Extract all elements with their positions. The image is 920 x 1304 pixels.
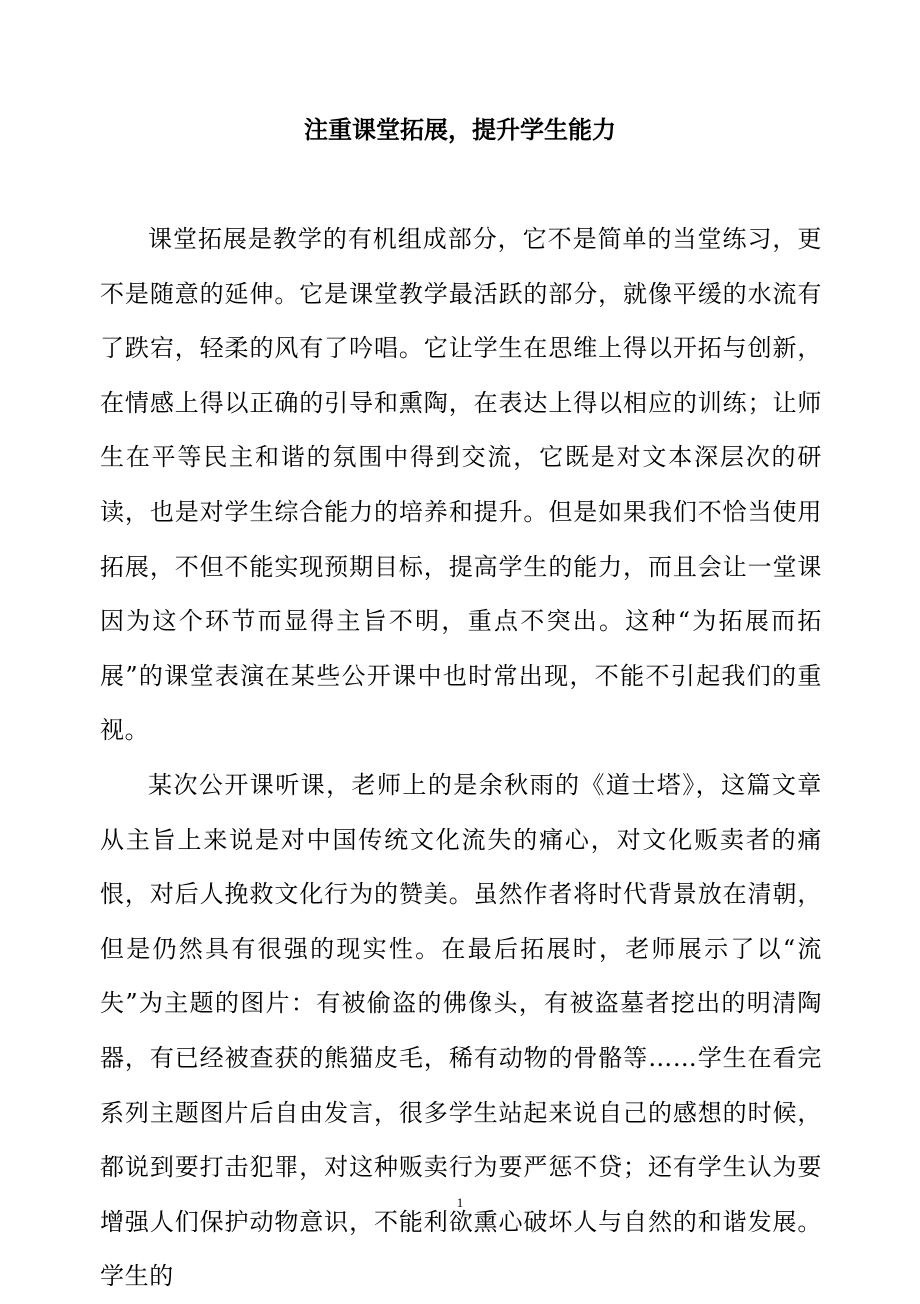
paragraph-2: 某次公开课听课，老师上的是余秋雨的《道士塔》，这篇文章从主旨上来说是对中国传统文化流失的痛心，对文化贩卖者的痛恨，对后人挽救文化行为的赞美。虽然作者将时代背景放在清朝，但是仍然具有很强的现实性。在最后拓展时，老师展示了以“流失”为主题的图片：有被偷盗的佛像头，有被盗墓者挖出的明清陶器，有已经被查获的熊猫皮毛，稀有动物的骨骼等……学生在看完系列主题图片后自由发言，很多学生站起来说自己的感想的时候，都说到要打击犯罪，对这种贩卖行为要严惩不贷；还有学生认为要增强人们保护动物意识，不能利欲熏心破坏人与自然的和谐发展。学生的	[100, 770, 822, 1291]
document-title: 注重课堂拓展，提升学生能力	[304, 116, 616, 144]
paragraph-1: 课堂拓展是教学的有机组成部分，它不是简单的当堂练习，更不是随意的延伸。它是课堂教学最活跃的部分，就像平缓的水流有了跌宕，轻柔的风有了吟唱。它让学生在思维上得以开拓与创新，在情感上得以正确的引导和熏陶，在表达上得以相应的训练；让师生在平等民主和谐的氛围中得到交流，它既是对文本深层次的研读，也是对学生综合能力的培养和提升。但是如果我们不恰当使用拓展，不但不能实现预期目标，提高学生的能力，而且会让一堂课因为这个环节而显得主旨不明，重点不突出。这种“为拓展而拓展”的课堂表演在某些公开课中也时常出现，不能不引起我们的重视。	[100, 225, 822, 745]
document-body	[100, 212, 822, 1304]
page-number: 1	[456, 1195, 464, 1210]
